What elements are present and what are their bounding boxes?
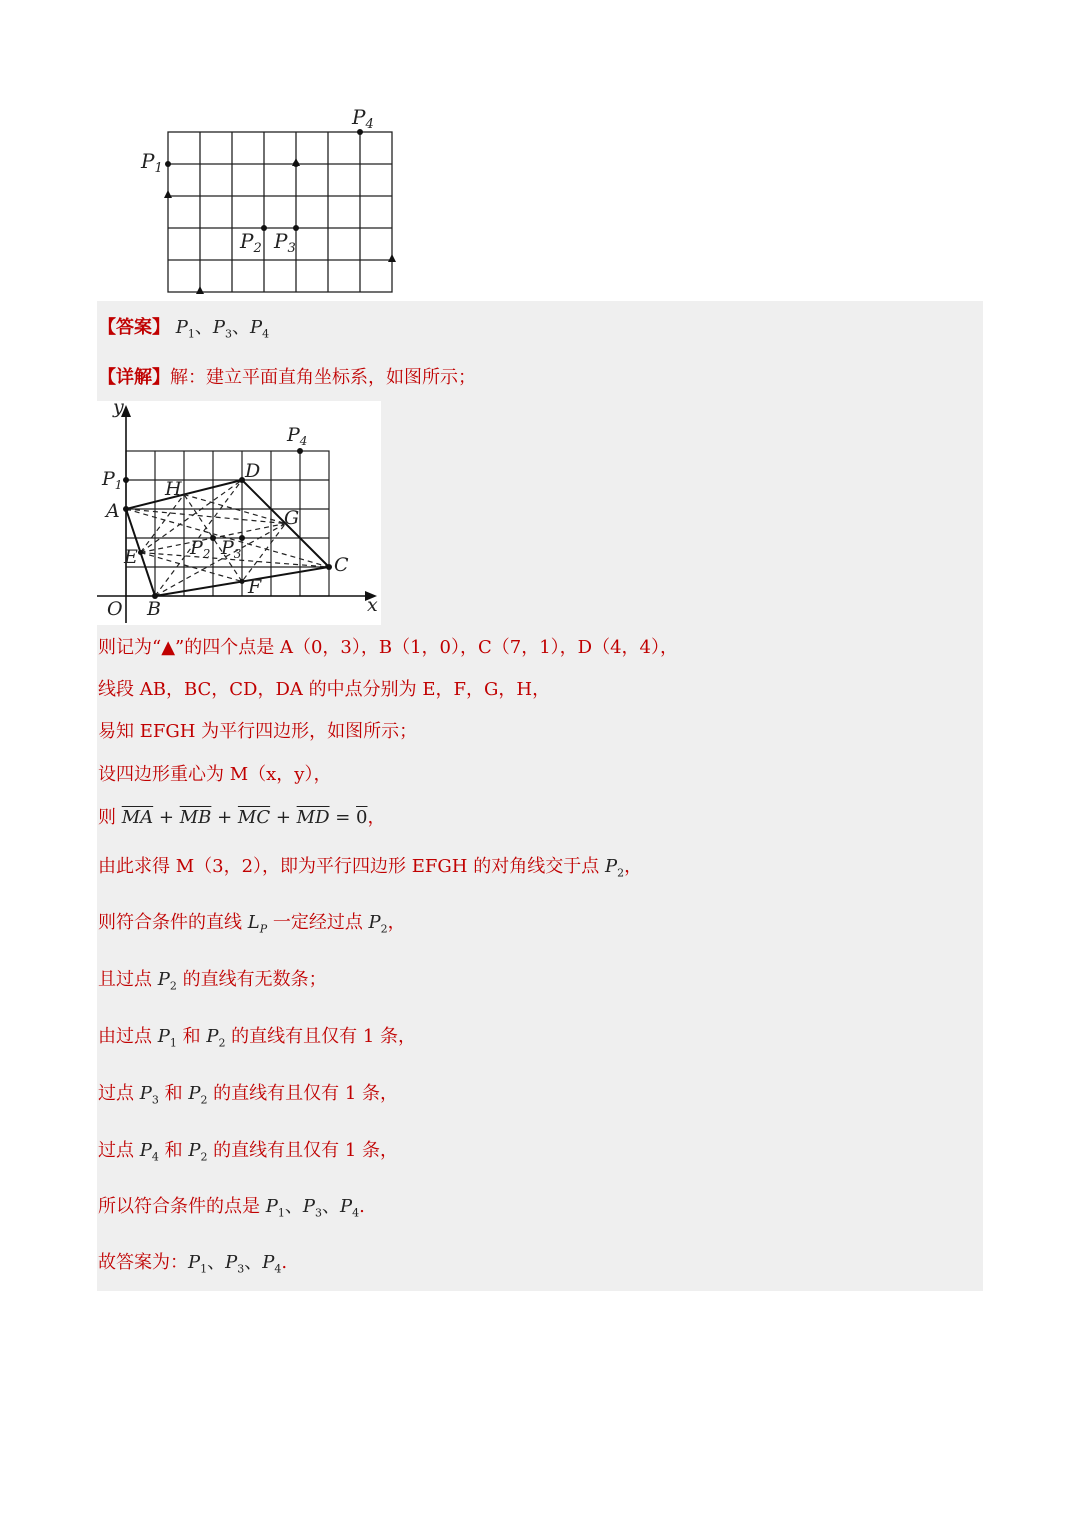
answer-line: 【答案】 $P_1$、$P_3$、$P_4$ (98, 317, 270, 341)
origin-label: O (107, 598, 123, 620)
point-p4 (357, 129, 363, 135)
detail-tag: 【详解】 (98, 367, 170, 388)
triangle-mark-d (292, 158, 300, 166)
label-e: E (124, 546, 138, 568)
label-p3: $P_3$ (221, 537, 242, 561)
triangle-mark-a (164, 190, 172, 198)
solution-line-8: 且过点 $P_2$ 的直线有无数条； (98, 969, 327, 993)
axis-y-label: y (113, 401, 124, 418)
solution-line-12: 所以符合条件的点是 $P_1$、$P_3$、$P_4$. (98, 1196, 365, 1220)
label-f: F (248, 576, 262, 598)
solution-line-13: 故答案为：$P_1$、$P_3$、$P_4$. (98, 1252, 288, 1276)
label-p4: $P_4$ (287, 424, 308, 448)
solution-line-7: 则符合条件的直线 $L_P$ 一定经过点 $P_2$， (98, 912, 406, 936)
label-p2: $P_2$ (240, 229, 262, 256)
label-c: C (334, 554, 349, 576)
label-a: A (106, 500, 120, 522)
point-p1 (165, 161, 171, 167)
detail-intro (98, 366, 476, 390)
label-d: D (245, 460, 261, 482)
label-h: H (165, 478, 182, 500)
point-p2 (261, 225, 267, 231)
solution-line-2: 线段 AB，BC，CD，DA 的中点分别为 E，F，G，H， (98, 679, 551, 700)
solution-line-3: 易知 EFGH 为平行四边形，如图所示； (98, 721, 418, 742)
label-b: B (147, 598, 161, 620)
solution-line-5: 则 $\overline{MA} + \overline{MB} + \overline{MC} + \overline{MD} = 0$， (98, 807, 386, 828)
label-g: G (284, 507, 300, 529)
solution-line-11: 过点 $P_4$ 和 $P_2$ 的直线有且仅有 1 条， (98, 1140, 399, 1164)
label-p1: $P_1$ (102, 468, 123, 492)
label-p4: $P_4$ (352, 105, 374, 132)
label-p2: $P_2$ (190, 537, 211, 561)
point-p3 (293, 225, 299, 231)
answer-tag: 【答案】 (98, 317, 170, 338)
label-p3: $P_3$ (274, 229, 296, 256)
triangle-mark-c (388, 254, 396, 262)
solution-line-10: 过点 $P_3$ 和 $P_2$ 的直线有且仅有 1 条， (98, 1083, 399, 1107)
solution-line-1: 则记为“▲”的四个点是 A（0，3），B（1，0），C（7，1），D（4，4）， (98, 637, 679, 658)
detail-intro-text: 解：建立平面直角坐标系，如图所示； (170, 367, 476, 388)
solution-line-4: 设四边形重心为 M（x，y）， (98, 764, 332, 785)
solution-line-6: 由此求得 M（3，2），即为平行四边形 EFGH 的对角线交于点 $P_2$， (98, 856, 643, 880)
label-p1: $P_1$ (141, 149, 163, 176)
triangle-mark-b (196, 286, 204, 294)
axis-x-label: x (367, 594, 378, 616)
grid-figure-1 (130, 100, 410, 300)
solution-line-9: 由过点 $P_1$ 和 $P_2$ 的直线有且仅有 1 条， (98, 1026, 417, 1050)
coordinate-figure (97, 401, 381, 625)
